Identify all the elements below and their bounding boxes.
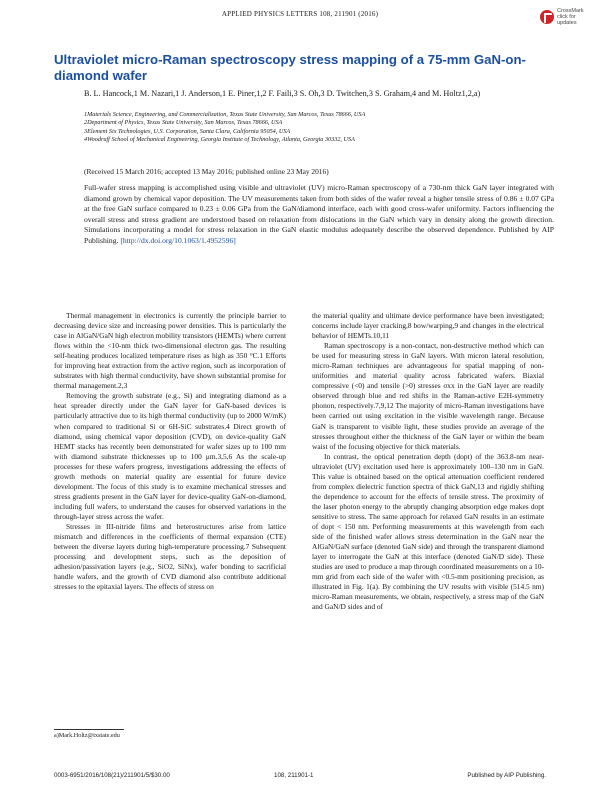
right-column: [312, 311, 544, 612]
crossmark-label: CrossMark: [557, 8, 584, 14]
footer-issn: 0003-6951/2016/108(21)/211901/5/$30.00: [54, 772, 170, 779]
crossmark-sublabel: click for updates: [557, 14, 577, 26]
abstract-text: Full-wafer stress mapping is accomplished using visible and ultraviolet (UV) micro-Raman spectroscopy of a 730-nm thick GaN layer integrated with diamond grown by chemical vapor deposition. The UV measurements taken from both sides of the wafer reveal a higher tensile stress of 0.86 ± 0.07 GPa at the free GaN surface compared to 0.23 ± 0.06 GPa from the GaN/diamond interface, each with good cross-wafer uniformity. Factors influencing the overall stress and stress gradient are understood based on relaxation from dislocations in the GaN which vary in density along the growth direction. Simulations incorporating a model for stress relaxation in the GaN elastic modulus adequately describe the observed dependence. Published by AIP Publishing.: [84, 183, 554, 245]
paragraph: Stresses in III-nitride films and heterostructures arise from lattice mismatch and differences in the coefficients of thermal expansion (CTE) between the diverse layers during high-temperature processing.7 Subsequent processing and development steps, such as the deposition of adhesion/passivation layers (e.g., SiO2, SiNx), wafer bonding to sacrificial handle wafers, and the growth of CVD diamond also contribute additional stresses to the epitaxial layers. The effects of stress on: [54, 521, 286, 592]
paragraph: the material quality and ultimate device performance have been investigated; concerns include layer cracking,8 bow/warping,9 and changes in the electrical behavior of HEMTs.10,11: [312, 311, 544, 341]
crossmark-badge[interactable]: [540, 6, 588, 28]
affiliations: [84, 111, 554, 145]
journal-header: APPLIED PHYSICS LETTERS 108, 211901 (2016): [221, 10, 379, 18]
paragraph: Thermal management in electronics is currently the principle barrier to decreasing device size and increasing power densities. This is particularly the case in AlGaN/GaN high electron mobility transistors (HEMTs) where current flows within the <10-nm thick two-dimensional electron gas. The resulting self-heating produces localized temperature rises as high as 350 °C.1 Efforts for improving heat extraction from the active region, such as incorporation of substrates with high thermal conductivity, have shown substantial promise for thermal management.2,3: [54, 311, 286, 391]
footer-publisher: Published by AIP Publishing.: [467, 772, 546, 779]
crossmark-icon: [540, 10, 554, 24]
footnote-divider: [54, 729, 124, 730]
abstract: [84, 183, 554, 247]
footer-page-number: 108, 211901-1: [274, 772, 314, 779]
received-dates: (Received 15 March 2016; accepted 13 May 2016; published online 23 May 2016): [84, 167, 329, 176]
doi-link[interactable]: [http://dx.doi.org/10.1063/1.4952596]: [120, 235, 236, 245]
author-list: B. L. Hancock,1 M. Nazari,1 J. Anderson,1 E. Piner,1,2 F. Faili,3 S. Oh,3 D. Twitchen,3 S. Graham,4 and M. Holtz1,2,a): [84, 89, 481, 98]
affiliation-1: 1Materials Science, Engineering, and Commercialization, Texas State University, San Marcos, Texas 78666, USA: [84, 111, 366, 118]
footnote-email: a)Mark.Holtz@txstate.edu: [54, 732, 120, 739]
affiliation-4: 4Woodruff School of Mechanical Engineering, Georgia Institute of Technology, Atlanta, Georgia 30332, USA: [84, 136, 355, 144]
paragraph: In contrast, the optical penetration depth (dopt) of the 363.8-nm near-ultraviolet (UV) excitation used here is approximately 100–130 nm in GaN. This value is obtained based on the optical attenuation coefficient rendered from complex dielectric function spectra of thick GaN,13 and rigidly shifting the dependence to account for the effects of tensile stress. The proximity of the laser photon energy to the abruptly changing absorption edge makes dopt sensitive to stress. The same approach for relaxed GaN results in an estimate of dopt < 150 nm. Performing measurements at this wavelength from each side of the finished wafer allows stress determination in the GaN near the AlGaN/GaN surface (denoted GaN side) and through the transparent diamond layer to interrogate the GaN at this interface (denoted GaN/D side). These studies are used to produce a map through coordinated measurements on a 10-mm grid from each side of the wafer with <0.5-mm positioning precision, as illustrated in Fig. 1(a). By combining the UV results with visible (514.5 nm) micro-Raman measurements, we obtain, respectively, a stress map of the GaN and GaN/D sides and of: [312, 451, 544, 612]
left-column: [54, 311, 286, 592]
affiliation-2: 2Department of Physics, Texas State University, San Marcos, Texas 78666, USA: [84, 119, 283, 127]
page-footer: [54, 772, 546, 782]
affiliation-3: 3Element Six Technologies, U.S. Corporation, Santa Clara, California 95054, USA: [84, 127, 291, 135]
paragraph: Removing the growth substrate (e.g., Si) and integrating diamond as a heat spreader directly under the GaN layer for GaN-based devices is particularly attractive due to its high thermal conductivity (up to 2000 W/mK) when compared to traditional Si or 6H-SiC substrates.4 Direct growth of diamond, using chemical vapor deposition (CVD), on device-quality GaN HEMT stacks has recently been demonstrated for wafer sizes up to 100 mm with diamond substrate thicknesses up to 100 μm.3,5,6 As the scale-up processes for these wafers progress, investigations addressing the effects of growth methods on material quality are essential for future device development. The focus of this study is to examine mechanical stresses and stress gradients present in the GaN layer for device-quality GaN-on-diamond, including full wafers, to understand the causes for observed variations in the through-layer stress across the wafer.: [54, 391, 286, 521]
paper-title: Ultraviolet micro-Raman spectroscopy stress mapping of a 75-mm GaN-on-diamond wafer: [54, 52, 526, 83]
paragraph: Raman spectroscopy is a non-contact, non-destructive method which can be used for measuring stress in GaN layers. With micron lateral resolution, micro-Raman techniques are advantageous for spatial mapping of non-uniformities and material quality across fabricated wafers. Biaxial compressive (<0) and tensile (>0) stresses σxx in the GaN layer are readily observed through blue and red shifts in the Raman-active E2H-symmetry phonon, respectively.7,9,12 The majority of micro-Raman investigations have been carried out using excitation in the visible wavelength range. Because GaN is transparent to visible light, these studies provide an average of the stresses throughout either the thickness of the GaN layer or within the beam waist of the focusing objective for thick materials.: [312, 341, 544, 451]
